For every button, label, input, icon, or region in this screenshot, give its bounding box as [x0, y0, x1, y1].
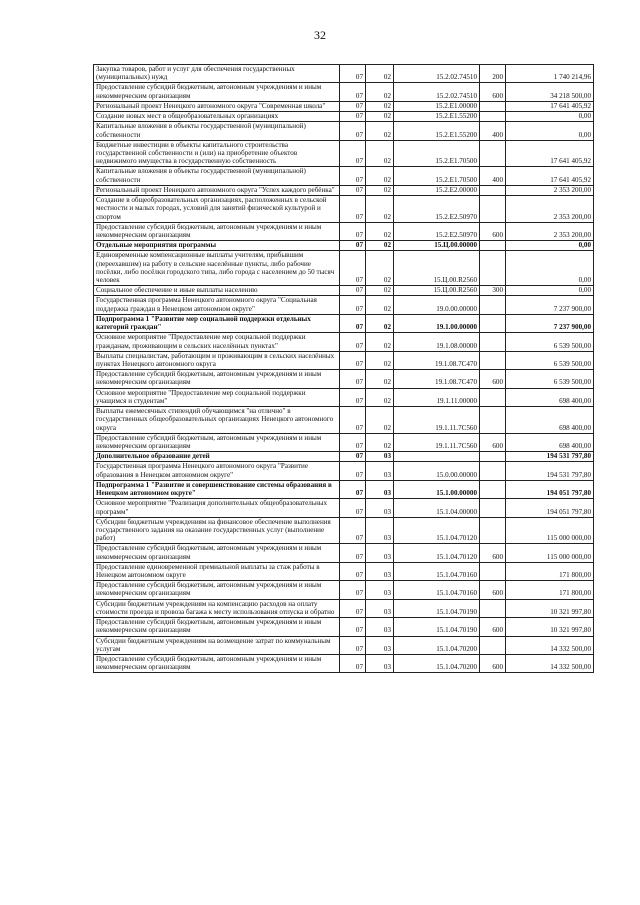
row-description: Региональный проект Ненецкого автономного округа "Успех каждого ребёнка" [94, 185, 340, 195]
row-description: Подпрограмма 1 "Развитие и совершенствование системы образования в Ненецком автономном округе" [94, 480, 340, 498]
row-amount: 194 531 797,80 [506, 452, 594, 462]
row-description: Отдельные мероприятия программы [94, 241, 340, 251]
row-expense-type [480, 351, 506, 369]
row-description: Предоставление единовременной премиальной выплаты за стаж работы в Ненецком автономном округе [94, 562, 340, 580]
row-expense-type: 600 [480, 655, 506, 673]
row-target-article: 15.1.04.70200 [394, 655, 480, 673]
row-subsection-code: 02 [366, 112, 394, 122]
row-section-code: 07 [340, 196, 366, 223]
row-expense-type [480, 185, 506, 195]
row-expense-type: 600 [480, 618, 506, 636]
row-expense-type [480, 499, 506, 517]
row-target-article: 15.2.Е1.55200 [394, 122, 480, 140]
row-section-code: 07 [340, 480, 366, 498]
table-row [94, 517, 594, 544]
row-target-article: 19.1.11.00000 [394, 388, 480, 406]
row-target-article: 19.1.08.00000 [394, 333, 480, 351]
row-description: Субсидии бюджетным учреждениям на финансовое обеспечение выполнения государственного задания на оказание государственных услуг (выполнение работ) [94, 517, 340, 544]
row-subsection-code: 03 [366, 655, 394, 673]
row-expense-type: 200 [480, 65, 506, 83]
row-section-code: 07 [340, 599, 366, 617]
row-description: Подпрограмма 1 "Развитие мер социальной поддержки отдельных категорий граждан" [94, 314, 340, 332]
row-section-code: 07 [340, 222, 366, 240]
table-row [94, 581, 594, 599]
row-amount: 0,00 [506, 112, 594, 122]
row-description: Основное мероприятие "Реализация дополнительных общеобразовательных программ" [94, 499, 340, 517]
row-target-article [394, 452, 480, 462]
row-section-code: 07 [340, 618, 366, 636]
row-description: Основное мероприятие "Предоставление мер социальной поддержки гражданам, проживающим в сельских населённых пунктах" [94, 333, 340, 351]
table-row [94, 462, 594, 480]
row-subsection-code: 02 [366, 388, 394, 406]
row-expense-type [480, 296, 506, 314]
row-target-article: 19.0.00.00000 [394, 296, 480, 314]
row-target-article: 15.1.04.70160 [394, 562, 480, 580]
row-description: Выплаты специалистам, работающим и проживающим в сельских населённых пунктах Ненецкого автономного округа [94, 351, 340, 369]
row-target-article: 15.Ц.00.R2560 [394, 251, 480, 286]
row-section-code: 07 [340, 407, 366, 434]
row-section-code: 07 [340, 251, 366, 286]
row-expense-type [480, 599, 506, 617]
table-row [94, 185, 594, 195]
row-expense-type [480, 333, 506, 351]
table-row [94, 544, 594, 562]
table-row [94, 599, 594, 617]
row-amount: 17 641 405,92 [506, 101, 594, 111]
row-section-code: 07 [340, 388, 366, 406]
table-row [94, 452, 594, 462]
row-subsection-code: 02 [366, 351, 394, 369]
row-section-code: 07 [340, 581, 366, 599]
row-expense-type: 600 [480, 433, 506, 451]
row-expense-type [480, 314, 506, 332]
row-expense-type: 600 [480, 544, 506, 562]
row-section-code: 07 [340, 314, 366, 332]
row-subsection-code: 02 [366, 370, 394, 388]
row-target-article: 15.2.Е1.55200 [394, 112, 480, 122]
table-row [94, 388, 594, 406]
row-target-article: 19.1.11.7С560 [394, 433, 480, 451]
row-description: Предоставление субсидий бюджетным, автономным учреждениям и иным некоммерческим организациям [94, 433, 340, 451]
row-description: Предоставление субсидий бюджетным, автономным учреждениям и иным некоммерческим организациям [94, 544, 340, 562]
row-description: Региональный проект Ненецкого автономного округа "Современная школа" [94, 101, 340, 111]
row-subsection-code: 03 [366, 544, 394, 562]
table-row [94, 370, 594, 388]
table-row [94, 140, 594, 167]
row-subsection-code: 02 [366, 314, 394, 332]
row-section-code: 07 [340, 433, 366, 451]
row-subsection-code: 02 [366, 286, 394, 296]
row-description: Капитальные вложения в объекты государственной (муниципальной) собственности [94, 167, 340, 185]
row-expense-type: 600 [480, 83, 506, 101]
row-section-code: 07 [340, 65, 366, 83]
row-expense-type: 300 [480, 286, 506, 296]
row-amount: 2 353 200,00 [506, 196, 594, 223]
row-amount: 17 641 405,92 [506, 140, 594, 167]
row-section-code: 07 [340, 83, 366, 101]
row-subsection-code: 02 [366, 185, 394, 195]
row-section-code: 07 [340, 517, 366, 544]
table-row [94, 112, 594, 122]
row-description: Предоставление субсидий бюджетным, автономным учреждениям и иным некоммерческим организациям [94, 222, 340, 240]
row-subsection-code: 02 [366, 65, 394, 83]
row-subsection-code: 02 [366, 140, 394, 167]
row-subsection-code: 03 [366, 462, 394, 480]
row-description: Дополнительное образование детей [94, 452, 340, 462]
row-description: Предоставление субсидий бюджетным, автономным учреждениям и иным некоммерческим организациям [94, 581, 340, 599]
row-expense-type [480, 112, 506, 122]
row-subsection-code: 03 [366, 499, 394, 517]
row-target-article: 15.2.02.74510 [394, 83, 480, 101]
row-target-article: 15.1.04.70200 [394, 636, 480, 654]
row-amount: 7 237 900,00 [506, 296, 594, 314]
row-description: Капитальные вложения в объекты государственной (муниципальной) собственности [94, 122, 340, 140]
row-expense-type: 600 [480, 581, 506, 599]
row-subsection-code: 03 [366, 480, 394, 498]
row-description: Бюджетные инвестиции в объекты капитального строительства государственной собственности и (или) на приобретение объектов недвижимого имущества в государственную собственность [94, 140, 340, 167]
row-description: Создание в общеобразовательных организациях, расположенных в сельской местности и малых городах, условий для занятий физической культурой и спортом [94, 196, 340, 223]
row-amount: 115 000 000,00 [506, 544, 594, 562]
row-section-code: 07 [340, 499, 366, 517]
row-subsection-code: 02 [366, 122, 394, 140]
row-description: Субсидии бюджетным учреждениям на компенсацию расходов на оплату стоимости проезда и провоза багажа к месту использования отпуска и обратно [94, 599, 340, 617]
row-section-code: 07 [340, 286, 366, 296]
table-row [94, 101, 594, 111]
row-target-article: 19.1.08.7С470 [394, 370, 480, 388]
row-section-code: 07 [340, 241, 366, 251]
row-subsection-code: 02 [366, 333, 394, 351]
row-amount: 2 353 200,00 [506, 185, 594, 195]
page-number: 32 [314, 28, 326, 42]
row-section-code: 07 [340, 296, 366, 314]
row-amount: 171 800,00 [506, 581, 594, 599]
row-target-article: 19.1.11.7С560 [394, 407, 480, 434]
table-row [94, 196, 594, 223]
row-subsection-code: 03 [366, 636, 394, 654]
table-row [94, 286, 594, 296]
row-description: Социальное обеспечение и иные выплаты населению [94, 286, 340, 296]
row-expense-type [480, 101, 506, 111]
row-subsection-code: 03 [366, 581, 394, 599]
row-subsection-code: 02 [366, 101, 394, 111]
table-row [94, 314, 594, 332]
row-amount: 0,00 [506, 122, 594, 140]
row-amount: 6 539 500,00 [506, 351, 594, 369]
row-amount: 14 332 500,00 [506, 655, 594, 673]
row-section-code: 07 [340, 167, 366, 185]
row-target-article: 15.2.Е1.70500 [394, 140, 480, 167]
row-expense-type: 400 [480, 122, 506, 140]
row-amount: 34 218 500,00 [506, 83, 594, 101]
row-description: Предоставление субсидий бюджетным, автономным учреждениям и иным некоммерческим организациям [94, 655, 340, 673]
table-row [94, 296, 594, 314]
table-row [94, 241, 594, 251]
row-target-article: 15.2.Е2.50970 [394, 222, 480, 240]
row-amount: 698 400,00 [506, 407, 594, 434]
row-section-code: 07 [340, 122, 366, 140]
row-amount: 6 539 500,00 [506, 370, 594, 388]
row-section-code: 07 [340, 544, 366, 562]
table-row [94, 499, 594, 517]
row-target-article: 15.1.04.00000 [394, 499, 480, 517]
row-description: Государственная программа Ненецкого автономного округа "Социальная поддержка граждан в Ненецком автономном округе" [94, 296, 340, 314]
row-target-article: 19.1.00.00000 [394, 314, 480, 332]
row-target-article: 15.2.Е2.50970 [394, 196, 480, 223]
row-subsection-code: 02 [366, 241, 394, 251]
row-amount: 194 531 797,80 [506, 462, 594, 480]
row-target-article: 15.1.00.00000 [394, 480, 480, 498]
row-target-article: 15.0.00.00000 [394, 462, 480, 480]
row-target-article: 15.1.04.70120 [394, 517, 480, 544]
row-description: Единовременные компенсационные выплаты учителям, прибывшим (переехавшим) на работу в сельские населённые пункты, либо рабочие посёлки, либо посёлки городского типа, либо города с населением до 50 тысяч человек [94, 251, 340, 286]
row-amount: 171 800,00 [506, 562, 594, 580]
row-expense-type [480, 480, 506, 498]
row-section-code: 07 [340, 452, 366, 462]
row-subsection-code: 02 [366, 83, 394, 101]
row-expense-type [480, 407, 506, 434]
row-description: Закупка товаров, работ и услуг для обеспечения государственных (муниципальных) нужд [94, 65, 340, 83]
row-expense-type [480, 196, 506, 223]
table-row [94, 167, 594, 185]
row-amount: 0,00 [506, 241, 594, 251]
table-row [94, 618, 594, 636]
row-description: Предоставление субсидий бюджетным, автономным учреждениям и иным некоммерческим организациям [94, 370, 340, 388]
table-row [94, 480, 594, 498]
row-amount: 7 237 900,00 [506, 314, 594, 332]
table-row [94, 65, 594, 83]
row-amount: 115 000 000,00 [506, 517, 594, 544]
row-section-code: 07 [340, 562, 366, 580]
row-amount: 10 321 997,80 [506, 599, 594, 617]
row-amount: 14 332 500,00 [506, 636, 594, 654]
row-description: Создание новых мест в общеобразовательных организациях [94, 112, 340, 122]
row-expense-type [480, 517, 506, 544]
budget-table [93, 64, 594, 673]
row-target-article: 15.2.02.74510 [394, 65, 480, 83]
row-section-code: 07 [340, 351, 366, 369]
row-expense-type: 400 [480, 167, 506, 185]
row-target-article: 15.2.Е2.00000 [394, 185, 480, 195]
row-expense-type [480, 251, 506, 286]
row-amount: 698 400,00 [506, 388, 594, 406]
row-target-article: 15.2.Е1.70500 [394, 167, 480, 185]
table-row [94, 562, 594, 580]
row-target-article: 15.Ц.00.R2560 [394, 286, 480, 296]
row-expense-type: 600 [480, 222, 506, 240]
row-description: Государственная программа Ненецкого автономного округа "Развитие образования в Ненецком автономном округе" [94, 462, 340, 480]
row-amount: 0,00 [506, 286, 594, 296]
row-amount: 17 641 405,92 [506, 167, 594, 185]
row-section-code: 07 [340, 185, 366, 195]
row-section-code: 07 [340, 101, 366, 111]
row-expense-type: 600 [480, 370, 506, 388]
row-section-code: 07 [340, 140, 366, 167]
row-subsection-code: 03 [366, 452, 394, 462]
row-subsection-code: 02 [366, 296, 394, 314]
row-target-article: 15.2.Е1.00000 [394, 101, 480, 111]
row-amount: 0,00 [506, 251, 594, 286]
row-section-code: 07 [340, 333, 366, 351]
row-description: Основное мероприятие "Предоставление мер социальной поддержки учащимся и студентам" [94, 388, 340, 406]
table-row [94, 222, 594, 240]
table-row [94, 655, 594, 673]
row-target-article: 15.1.04.70160 [394, 581, 480, 599]
row-expense-type [480, 388, 506, 406]
row-amount: 1 740 214,96 [506, 65, 594, 83]
row-subsection-code: 03 [366, 599, 394, 617]
row-description: Предоставление субсидий бюджетным, автономным учреждениям и иным некоммерческим организациям [94, 618, 340, 636]
row-target-article: 15.1.04.70190 [394, 618, 480, 636]
row-expense-type [480, 562, 506, 580]
row-amount: 6 539 500,00 [506, 333, 594, 351]
row-amount: 2 353 200,00 [506, 222, 594, 240]
table-row [94, 83, 594, 101]
row-expense-type [480, 241, 506, 251]
table-row [94, 122, 594, 140]
row-amount: 194 051 797,80 [506, 480, 594, 498]
row-expense-type [480, 140, 506, 167]
row-amount: 698 400,00 [506, 433, 594, 451]
table-row [94, 333, 594, 351]
table-row [94, 351, 594, 369]
row-expense-type [480, 452, 506, 462]
row-subsection-code: 02 [366, 407, 394, 434]
row-subsection-code: 03 [366, 562, 394, 580]
table-row [94, 636, 594, 654]
row-amount: 10 321 997,80 [506, 618, 594, 636]
row-subsection-code: 02 [366, 167, 394, 185]
row-description: Субсидии бюджетным учреждениям на возмещение затрат по коммунальным услугам [94, 636, 340, 654]
table-row [94, 433, 594, 451]
row-subsection-code: 02 [366, 196, 394, 223]
row-expense-type [480, 636, 506, 654]
row-description: Предоставление субсидий бюджетным, автономным учреждениям и иным некоммерческим организациям [94, 83, 340, 101]
row-section-code: 07 [340, 655, 366, 673]
row-section-code: 07 [340, 370, 366, 388]
row-subsection-code: 02 [366, 433, 394, 451]
row-description: Выплаты ежемесячных стипендий обучающимся "на отлично" в государственных общеобразовательных организациях Ненецкого автономного округа [94, 407, 340, 434]
row-subsection-code: 03 [366, 517, 394, 544]
row-target-article: 15.Ц.00.00000 [394, 241, 480, 251]
row-subsection-code: 02 [366, 222, 394, 240]
row-target-article: 15.1.04.70120 [394, 544, 480, 562]
row-subsection-code: 02 [366, 251, 394, 286]
row-subsection-code: 03 [366, 618, 394, 636]
row-section-code: 07 [340, 112, 366, 122]
table-row [94, 251, 594, 286]
row-expense-type [480, 462, 506, 480]
row-target-article: 19.1.08.7С470 [394, 351, 480, 369]
budget-table-body [94, 65, 594, 673]
row-amount: 194 051 797,80 [506, 499, 594, 517]
row-section-code: 07 [340, 462, 366, 480]
row-section-code: 07 [340, 636, 366, 654]
row-target-article: 15.1.04.70190 [394, 599, 480, 617]
table-row [94, 407, 594, 434]
